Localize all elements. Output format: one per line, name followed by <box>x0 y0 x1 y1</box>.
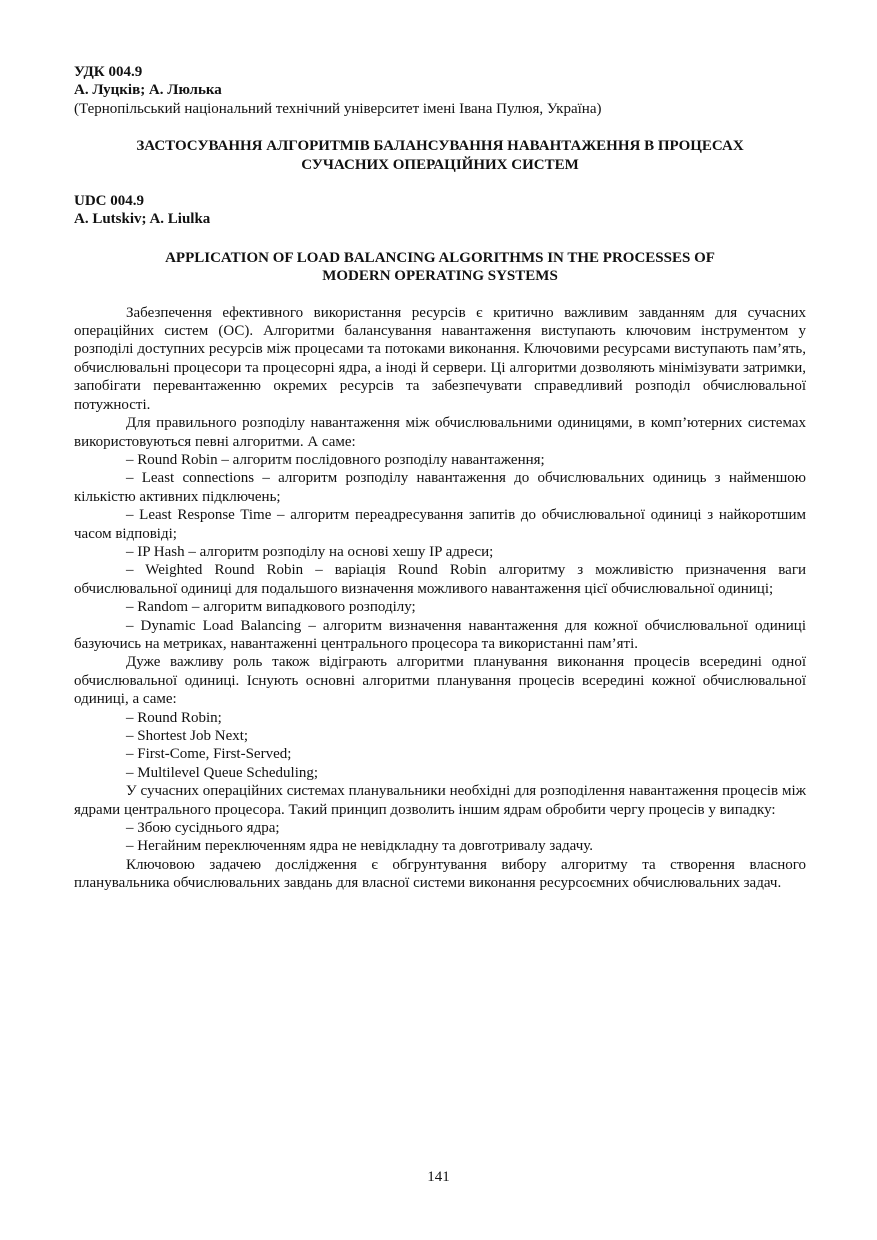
page-content <box>74 63 806 893</box>
list-item: – Round Robin – алгоритм послідовного розподілу навантаження; <box>126 451 545 468</box>
body-text <box>74 304 806 893</box>
list-item: – Least connections – алгоритм розподілу навантаження до обчислювальних одиниць з найменшою кількістю активних підключень; <box>74 470 806 505</box>
title-en <box>74 249 806 286</box>
list-item: – Shortest Job Next; <box>126 728 249 744</box>
udk-code: УДК 004.9 <box>74 64 143 80</box>
list-item: – Dynamic Load Balancing – алгоритм визначення навантаження для кожної обчислювальної одиниці базуючись на метриках, навантаженні центрального процесора та використанні пам’яті. <box>74 617 806 652</box>
list-item: – IP Hash – алгоритм розподілу на основі хешу IP адреси; <box>126 543 494 560</box>
list-item: – Random – алгоритм випадкового розподілу; <box>126 599 416 616</box>
title-en-line1: APPLICATION OF LOAD BALANCING ALGORITHMS IN THE PROCESSES OF <box>165 249 715 266</box>
list-item: – First-Come, First-Served; <box>126 746 292 763</box>
title-en-line2: MODERN OPERATING SYSTEMS <box>322 268 558 285</box>
title-ua-line2: СУЧАСНИХ ОПЕРАЦІЙНИХ СИСТЕМ <box>301 156 579 173</box>
paragraph-3: Дуже важливу роль також відіграють алгоритми планування виконання процесів всередині одної обчислювальної одиниці. Існують основні алгоритми планування процесів всередині кожної обчислювальної одиниці, а саме: <box>74 654 806 708</box>
udc-code: UDC 004.9 <box>74 193 144 210</box>
affiliation: (Тернопільський національний технічний університет імені Івана Пулюя, Україна) <box>74 100 602 117</box>
title-ua-line1: ЗАСТОСУВАННЯ АЛГОРИТМІВ БАЛАНСУВАННЯ НАВАНТАЖЕННЯ В ПРОЦЕСАХ <box>136 138 744 155</box>
list-item: – Негайним переключенням ядра не невідкладну та довготривалу задачу. <box>126 838 593 855</box>
list-item: – Multilevel Queue Scheduling; <box>126 764 319 781</box>
paragraph-1: Забезпечення ефективного використання ресурсів є критично важливим завданням для сучасних операційних систем (ОС). Алгоритми балансування навантаження виступають ключовим інструментом у розподілі доступних ресурсів між процесами та потоками виконання. Ключовими ресурсами виступають пам’ять, обчислювальні процесори та процесорні ядра, а іноді й сервери. Ці алгоритми дозволяють мінімізувати затримки, запобігати перевантаженню окремих ресурсів та забезпечувати справедливий розподіл обчислювальної потужності. <box>74 304 806 413</box>
page-number: 141 <box>427 1169 450 1185</box>
list-item: – Round Robin; <box>126 709 222 726</box>
paragraph-4: У сучасних операційних системах планувальники необхідні для розподілення навантаження процесів між ядрами центрального процесора. Такий принцип дозволить іншим ядрам обробити чергу процесів у випадку: <box>74 783 806 818</box>
authors-en: A. Lutskiv; A. Liulka <box>74 211 211 228</box>
title-ua <box>74 137 806 174</box>
authors-ua: А. Луцків; А. Люлька <box>74 82 222 99</box>
paragraph-2: Для правильного розподілу навантаження між обчислювальними одиницями, в комп’ютерних системах використовуються певні алгоритми. А саме: <box>74 415 806 450</box>
list-item: – Least Response Time – алгоритм переадресування запитів до обчислювальної одиниці з найкоротшим часом відповіді; <box>74 507 806 542</box>
list-item: – Збою сусіднього ядра; <box>126 820 280 837</box>
list-item: – Weighted Round Robin – варіація Round Robin алгоритму з можливістю призначення ваги обчислювальної одиниці для подальшого визначення можливого навантаження цієї обчислювальної одиниці; <box>74 562 806 597</box>
paragraph-5: Ключовою задачею дослідження є обгрунтування вибору алгоритму та створення власного планувальника обчислювальних завдань для власної системи виконання ресурсоємних обчислювальних задач. <box>74 856 806 892</box>
